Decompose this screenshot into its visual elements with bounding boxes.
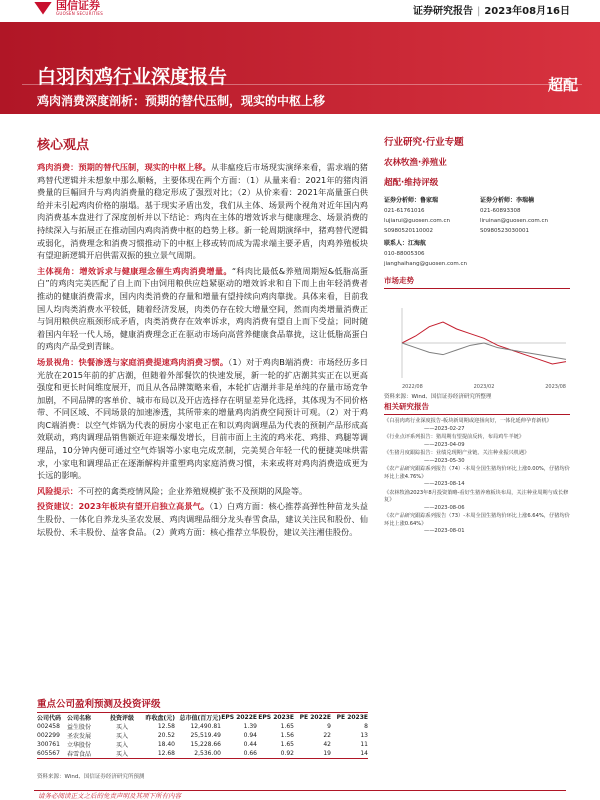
chart-series-line-1	[402, 343, 566, 359]
rating-chip: 超配	[547, 76, 578, 94]
analyst-phone: 021-61761016	[384, 208, 425, 214]
table-cell: 买入	[115, 724, 128, 731]
table-cell: 0.92	[280, 750, 294, 757]
brand-name-en: GUOSEN SECURITIES	[56, 11, 104, 16]
table-cell: 002299	[37, 732, 60, 739]
table-header-row	[37, 713, 368, 722]
analyst-cert: S0980523030001	[480, 228, 529, 234]
analyst-card	[384, 196, 474, 236]
table-cell: 22	[323, 732, 331, 739]
table-cell: 14	[360, 750, 368, 757]
table-cell: 买入	[115, 733, 128, 740]
table-cell: 买入	[115, 742, 128, 749]
related-report-title: 《农产品研究跟踪系列报告（73）-本周全国生猪均价环比上涨6.64%，仔猪均价环比上涨0.64%》	[384, 513, 570, 527]
table-body	[37, 722, 368, 758]
table-cell: 1.56	[280, 732, 294, 739]
related-report-date: ——2023-05-30	[424, 457, 465, 464]
industry-rating: 超配·维持评级	[384, 178, 439, 188]
table-cell: 圣农发展	[67, 733, 92, 740]
table-cell: 0.44	[243, 741, 257, 748]
related-report-title: 《农产品研究跟踪系列报告（74）-本周全国生猪均价环比上涨0.00%，仔猪均价环比上涨4.76%》	[384, 466, 570, 480]
table-cell: 605567	[37, 750, 60, 757]
related-report-item[interactable]	[384, 434, 570, 449]
table-cell: 8	[364, 723, 368, 730]
table-cell: 11	[360, 741, 368, 748]
main-column	[37, 134, 368, 541]
brand-mark-icon	[34, 2, 52, 15]
related-report-title: 《行业点评系列报告：猪周期有望提前反转，布局鸡牛羊链》	[384, 434, 525, 440]
table-cell: 立华股份	[67, 742, 92, 749]
table-cell: 春雪食品	[67, 751, 92, 758]
meta-separator: |	[476, 6, 481, 17]
related-report-title: 《白羽肉鸡行业深度报告-板块新周期或迎扬向好，一体化延伸孕育新机》	[384, 418, 552, 424]
table-cell: 42	[323, 741, 331, 748]
paragraph-lead: 风险提示：	[37, 485, 78, 496]
research-category: 行业研究·行业专题	[384, 137, 464, 148]
contact-email[interactable]: jianghaihang@guosen.com.cn	[384, 261, 467, 267]
market-trend-chart	[384, 302, 570, 392]
table-cell: 1.65	[280, 741, 294, 748]
table-cell: 15,228.66	[190, 741, 221, 748]
related-report-title: 《生猪月度跟踪报告：业绩兑现期产业链、关注种业振兴机遇》	[384, 450, 530, 456]
chart-x-tick-label: 2023/08	[545, 384, 566, 390]
paragraph-body: “科肉比最低&养殖周期短&低脂高蛋白”的鸡肉完美匹配了自上而下由饲用粮供应趋紧驱动的增效诉求和自下而上由年轻消费者推动的健康消费需求，国内肉类消费的存量和增量有望持续向鸡肉靠拢。具体来看，目前我国人均肉类消费水平较低，随着经济发展，肉类仍存在较大增量空间，然而肉类增量消费正与饲用粮供应瓶颈形成矛盾，肉类消费存在效率诉求，鸡肉消费有望自上而下受益；同时随着国内年轻一代人场，健康消费理念正在驱动市场向高营养健康食品靠拢，这让低脂高蛋白的鸡肉产品受到青睐。	[37, 265, 368, 352]
contact-name: 联系人：江海航	[384, 240, 427, 247]
table-cell: 益生股份	[67, 724, 92, 731]
analyst-phone: 021-60893308	[480, 208, 521, 214]
paragraph-subject-view	[37, 265, 368, 353]
forecast-table-title: 重点公司盈利预测及投资评级	[37, 699, 161, 710]
paragraph-risk	[37, 485, 368, 498]
paragraph-lead: 场景视角：快餐渗透与家庭消费提速鸡肉消费习惯。	[37, 356, 229, 367]
chart-x-tick-label: 2023/02	[473, 384, 495, 390]
table-header-cell: 总市值(百万元)	[179, 715, 221, 722]
title-banner	[0, 22, 600, 114]
analyst-name: 证券分析师：李瑞楠	[480, 197, 535, 204]
core-view-heading: 核心观点	[37, 138, 90, 153]
related-report-item[interactable]	[384, 513, 570, 536]
analyst-card	[480, 196, 570, 236]
table-cell: 2,536.00	[194, 750, 221, 757]
analyst-list	[384, 196, 570, 236]
table-header-cell: 昨收盘(元)	[145, 715, 175, 722]
table-row	[37, 740, 368, 749]
related-report-item[interactable]	[384, 466, 570, 489]
table-header-cell: EPS 2022E	[221, 714, 257, 721]
table-cell: 20.52	[157, 732, 175, 739]
related-report-item[interactable]	[384, 490, 570, 513]
table-row	[37, 749, 368, 758]
paragraph-body: （1）对于鸡肉B端消费：市场经历多日光放在2015年前的扩店潮，但随着外部餐饮的快速发展，新一轮的扩店潮其实正在以更高强度和更长时间维度展开，而且从各品牌策略来看，本轮扩店潮并非是单纯的存量市场竞争加剧，不同品牌的客单价、城市布局以及开店选择存在明显差异化选择，其体现为不同价格带、不同区域、不同场景的加速渗透，其所带来的增量鸡肉消费空间预计可观。（2）对于鸡肉C端消费：以空气炸锅为代表的厨房小家电正在和以鸡肉调理品为代表的预制产品形成高效联动，鸡肉调理品销售额近年迎来爆发增长，目前市面上主流的鸡米花、鸡排、鸡腿等调理品，10分钟内便可通过空气炸锅等小家电完成烹制，完美契合年轻一代的便捷美味烘需求，小家电和调理品正在逐渐解构并重塑鸡肉家庭消费习惯，未来或将对鸡肉消费造成更为长远的影响。	[37, 356, 368, 481]
forecast-table	[37, 712, 368, 759]
related-report-item[interactable]	[384, 450, 570, 465]
table-cell: 买入	[115, 751, 128, 758]
related-report-date: ——2023-02-27	[424, 425, 465, 432]
table-cell: 1.39	[243, 723, 257, 730]
report-subtitle: 鸡肉消费深度剖析：预期的替代压制，现实的中枢上移	[37, 94, 326, 108]
paragraph-scene-view	[37, 356, 368, 482]
paragraph-lead: 投资建议：2023年板块有望开启独立高景气。	[37, 501, 210, 512]
table-cell: 25,519.49	[190, 732, 221, 739]
market-trend-heading: 市场走势	[384, 275, 570, 289]
table-cell: 002458	[37, 723, 60, 730]
table-cell: 13	[360, 732, 368, 739]
table-header-cell: 公司名称	[67, 715, 92, 722]
paragraph-body: 不可控的禽类疫情风险；企业养殖规模扩张不及预期的风险等。	[77, 485, 308, 496]
table-cell: 1.65	[280, 723, 294, 730]
related-report-title: 《农林牧渔2023年8月投资策略-看好生猪养殖板块布局，关注种业周期与成长修复》	[384, 489, 569, 503]
paragraph-consumption	[37, 161, 368, 262]
paragraph-lead: 鸡肉消费：预期的替代压制，现实的中枢上移。	[37, 162, 211, 172]
footer-disclaimer: 请务必阅读正文之后的免责声明及其项下所有内容	[38, 792, 181, 800]
related-reports-list	[384, 418, 570, 537]
paragraph-body: （1）白鸡方面：核心推荐高弹性种苗龙头益生股份、一体化自养龙头圣农发展、鸡肉调理品细分龙头春雪食品，建议关注民和股份、仙坛股份、禾丰股份、益客食品。（2）黄鸡方面：核心推荐立华股份，建议关注湘佳股份。	[37, 501, 368, 537]
related-report-date: ——2023-08-14	[424, 481, 465, 487]
paragraph-lead: 主体视角：增效诉求与健康理念催生鸡肉消费增量。	[37, 265, 232, 276]
report-title: 白羽肉鸡行业深度报告	[37, 66, 228, 88]
analyst-email[interactable]: liruinan@guosen.com.cn	[480, 218, 549, 224]
table-cell: 300761	[37, 741, 60, 748]
analyst-name: 证券分析师：鲁家瑞	[384, 197, 439, 204]
table-header-cell: PE 2023E	[336, 714, 368, 721]
table-header-cell: 公司代码	[37, 715, 62, 722]
table-cell: 12,490.81	[190, 723, 221, 730]
report-meta	[413, 2, 570, 17]
analyst-email[interactable]: lujiarui@guosen.com.cn	[384, 218, 451, 224]
table-cell: 18.40	[157, 741, 175, 748]
related-reports-heading: 相关研究报告	[384, 401, 570, 415]
brand-logo	[34, 0, 144, 16]
table-header-cell: 投资评级	[109, 715, 134, 722]
chart-x-tick-label: 2022/08	[402, 384, 423, 390]
chart-source: 资料来源：Wind、国信证券经济研究所整理	[384, 394, 492, 400]
table-row	[37, 722, 368, 731]
table-header-cell: PE 2022E	[299, 714, 331, 721]
report-date: 2023年08月16日	[484, 6, 570, 17]
contact-phone: 010-88005306	[384, 251, 425, 257]
table-cell: 9	[327, 723, 331, 730]
table-row	[37, 731, 368, 740]
table-header-cell: EPS 2023E	[258, 714, 294, 721]
related-report-date: ——2023-08-06	[424, 504, 465, 511]
contact-card	[384, 239, 570, 269]
table-cell: 12.68	[157, 750, 175, 757]
industry-name: 农林牧渔·养殖业	[384, 158, 447, 168]
brand-name-cn: 国信证券	[56, 0, 100, 12]
sidebar	[384, 134, 570, 289]
report-header	[0, 0, 600, 16]
paragraph-body: 从非瘟疫后市场现实演绎来看，需求端的猪鸡替代逻辑并未想象中那么顺畅，主要体现在两个方面：（1）从量来看：2021年的猪肉消费量的巨幅回升与鸡肉消费量的稳定形成了强烈对比；（2）从价来看：2021年高量蛋白供给并未引起鸡肉价格的崩塌。基于现实矛盾出发，我们从主体、场景两个视角对近年国内鸡肉消费基本盘进行了深度剖析并以下结论：鸡肉在主体的增效诉求与健康理念、场景消费的持续深入与拓展正在推动国内鸡肉消费中枢的趋势上移。新一轮周期演绎中，猪鸡替代逻辑或弱化，消费理念和消费习惯推动下的中枢上移或转而成为需求端主要矛盾，肉鸡养殖板块有望迎新逻辑开启供需双振的独立景气周期。	[37, 162, 368, 261]
table-source: 资料来源：Wind、国信证券经济研究所预测	[37, 774, 145, 780]
related-report-item[interactable]	[384, 418, 570, 433]
paragraph-investment	[37, 500, 368, 538]
related-report-date: ——2023-04-09	[424, 441, 465, 448]
table-cell: 0.66	[243, 750, 257, 757]
related-report-date: ——2023-08-01	[424, 528, 465, 534]
table-cell: 12.58	[157, 723, 175, 730]
table-cell: 19	[323, 750, 331, 757]
analyst-cert: S0980520110002	[384, 228, 433, 234]
report-type: 证券研究报告	[412, 6, 473, 17]
table-cell: 0.94	[243, 732, 257, 739]
